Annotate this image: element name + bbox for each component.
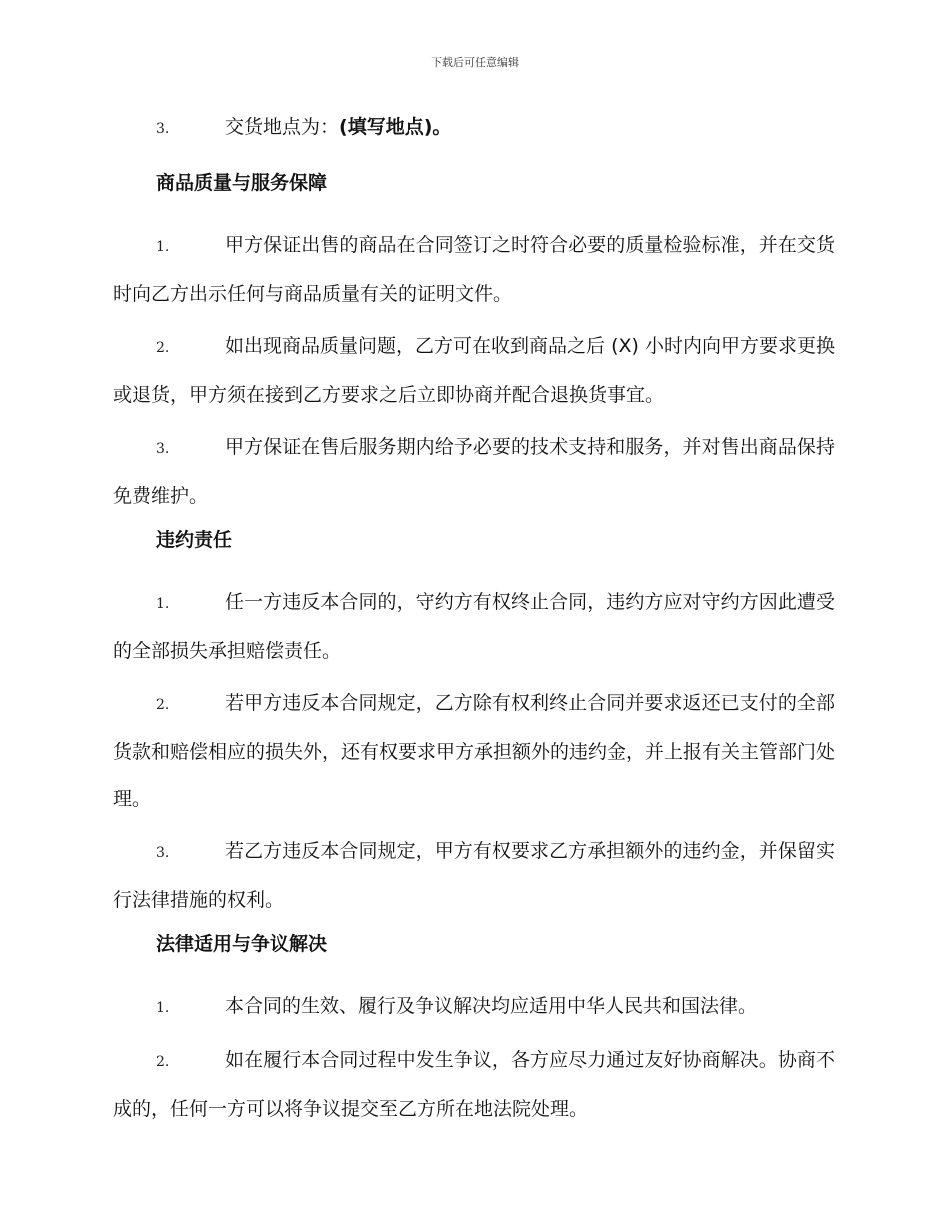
item-text: 如出现商品质量问题，乙方可在收到商品之后 (X) 小时内向甲方要求更换或退货，甲方须在接到乙方要求之后立即协商并配合退换货事宜。 [113,335,835,406]
item-number: 2. [156,697,170,713]
delivery-item-3 [113,112,835,144]
item-number: 2. [156,340,170,356]
item-number: 1. [156,1000,170,1016]
quality-item-3 [113,424,835,520]
item-text: 任一方违反本合同的，守约方有权终止合同，违约方应对守约方因此遭受的全部损失承担赔偿责任。 [113,591,835,662]
law-item-2 [113,1037,835,1133]
page-header: 下载后可任意编辑 [431,56,519,69]
item-text: 本合同的生效、履行及争议解决均应适用中华人民共和国法律。 [225,995,758,1017]
item-number: 1. [156,239,170,255]
section-title-quality: 商品质量与服务保障 [156,172,328,194]
item-number: 3. [156,121,170,137]
item-text: 甲方保证在售后服务期内给予必要的技术支持和服务，并对售出商品保持免费维护。 [113,436,835,507]
item-text: 交货地点为： [225,116,340,138]
item-text: 若乙方违反本合同规定，甲方有权要求乙方承担额外的违约金，并保留实行法律措施的权利。 [113,840,835,911]
item-number: 3. [156,441,170,457]
item-text: 如在履行本合同过程中发生争议，各方应尽力通过友好协商解决。协商不成的，任何一方可以将争议提交至乙方所在地法院处理。 [113,1049,835,1120]
item-text: 若甲方违反本合同规定，乙方除有权利终止合同并要求返还已支付的全部货款和赔偿相应的损失外，还有权要求甲方承担额外的违约金，并上报有关主管部门处理。 [113,692,836,810]
document-body [113,112,835,1138]
item-placeholder: (填写地点)。 [339,116,452,138]
section-title-law: 法律适用与争议解决 [156,933,328,955]
item-number: 3. [156,845,170,861]
item-number: 2. [156,1054,170,1070]
breach-item-3 [113,828,835,924]
law-item-1 [113,983,835,1032]
quality-item-2 [113,323,835,419]
section-title-breach: 违约责任 [156,529,233,551]
breach-item-1 [113,579,835,675]
item-text: 甲方保证出售的商品在合同签订之时符合必要的质量检验标准，并在交货时向乙方出示任何与商品质量有关的证明文件。 [113,234,835,305]
item-number: 1. [156,596,170,612]
breach-item-2 [113,680,835,823]
quality-item-1 [113,222,835,318]
